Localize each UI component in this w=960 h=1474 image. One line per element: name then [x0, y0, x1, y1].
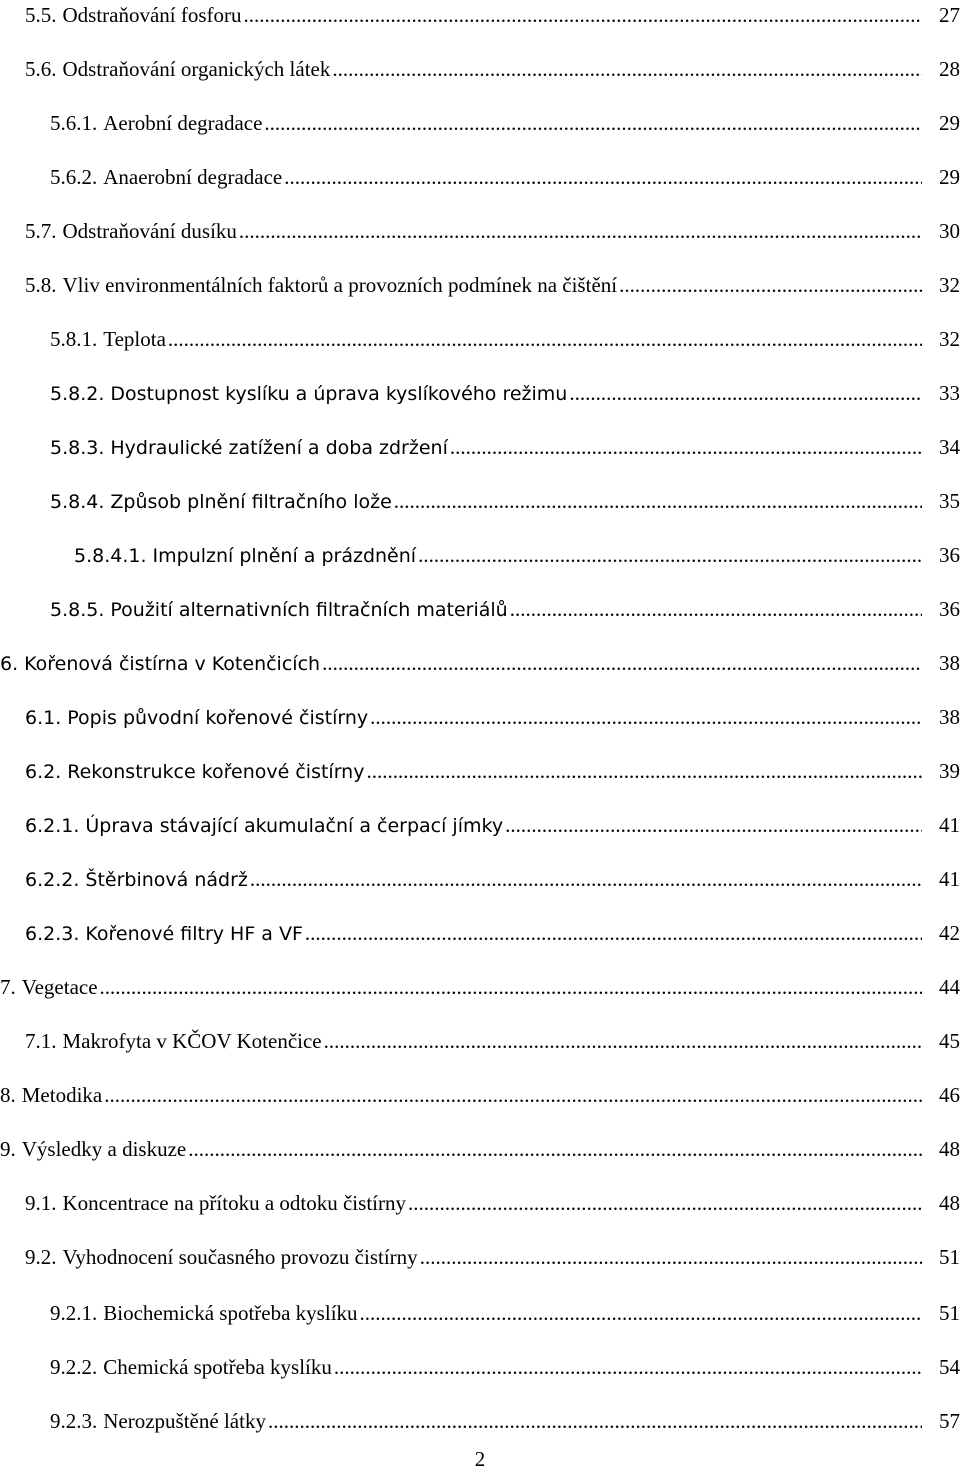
dot-leader — [334, 1352, 922, 1382]
toc-entry-page: 57 — [939, 1409, 960, 1433]
dot-leader — [322, 648, 922, 678]
dot-leader — [244, 0, 922, 30]
toc-entry[interactable] — [0, 756, 960, 786]
toc-entry-title: Způsob plnění filtračního lože — [110, 491, 392, 513]
toc-entry-title: Vegetace — [21, 975, 98, 999]
toc-entry-number: 6.2. — [25, 761, 62, 783]
toc-entry-page: 34 — [939, 435, 960, 459]
toc-entry-page: 38 — [939, 651, 960, 675]
toc-entry-page: 46 — [939, 1083, 960, 1107]
dot-leader — [505, 810, 922, 840]
toc-entry[interactable] — [0, 864, 960, 894]
toc-entry-page: 42 — [939, 921, 960, 945]
toc-entry[interactable] — [0, 1134, 960, 1164]
dot-leader — [264, 108, 922, 138]
toc-entry[interactable] — [0, 594, 960, 624]
toc-entry[interactable] — [0, 1026, 960, 1056]
dot-leader — [394, 486, 922, 516]
toc-entry-page: 27 — [939, 3, 960, 27]
toc-entry-number: 5.5. — [25, 3, 57, 27]
toc-entry-number: 5.6.2. — [50, 165, 98, 189]
toc-entry-page: 45 — [939, 1029, 960, 1053]
toc-entry-page: 51 — [939, 1245, 960, 1269]
toc-entry[interactable] — [0, 972, 960, 1002]
toc-entry-page: 39 — [939, 759, 960, 783]
toc-entry-page: 33 — [939, 381, 960, 405]
dot-leader — [370, 702, 922, 732]
toc-entry-title: Makrofyta v KČOV Kotenčice — [62, 1029, 322, 1053]
toc-entry-number: 5.7. — [25, 219, 57, 243]
dot-leader — [324, 1026, 922, 1056]
toc-entry[interactable] — [0, 1188, 960, 1218]
toc-entry[interactable] — [0, 432, 960, 462]
toc-entry-page: 36 — [939, 543, 960, 567]
toc-entry-number: 9. — [0, 1137, 16, 1161]
toc-entry-number: 5.8.5. — [50, 599, 105, 621]
toc-entry-title: Popis původní kořenové čistírny — [67, 707, 369, 729]
toc-entry-page: 44 — [939, 975, 960, 999]
dot-leader — [420, 1242, 922, 1272]
toc-entry-number: 9.2.2. — [50, 1355, 98, 1379]
toc-entry-title: Kořenové filtry HF a VF — [85, 923, 303, 945]
dot-leader — [510, 594, 922, 624]
toc-entry-page: 32 — [939, 327, 960, 351]
toc-entry-title: Kořenová čistírna v Kotenčicích — [24, 653, 321, 675]
toc-entry-number: 7. — [0, 975, 16, 999]
toc-entry-number: 5.8.2. — [50, 383, 105, 405]
toc-entry[interactable] — [0, 702, 960, 732]
toc-entry-page: 54 — [939, 1355, 960, 1379]
dot-leader — [366, 756, 922, 786]
dot-leader — [100, 972, 922, 1002]
toc-entry[interactable] — [0, 216, 960, 246]
dot-leader — [360, 1298, 922, 1328]
toc-entry-number: 6. — [0, 653, 19, 675]
dot-leader — [268, 1406, 922, 1436]
dot-leader — [418, 540, 922, 570]
toc-entry-page: 30 — [939, 219, 960, 243]
toc-entry[interactable] — [0, 486, 960, 516]
toc-entry-title: Rekonstrukce kořenové čistírny — [67, 761, 365, 783]
toc-entry-number: 5.8.3. — [50, 437, 105, 459]
toc-entry-title: Metodika — [21, 1083, 103, 1107]
toc-entry-number: 6.2.3. — [25, 923, 80, 945]
toc-entry[interactable] — [0, 918, 960, 948]
dot-leader — [569, 378, 922, 408]
toc-entry[interactable] — [0, 324, 960, 354]
dot-leader — [250, 864, 922, 894]
toc-entry-page: 32 — [939, 273, 960, 297]
dot-leader — [305, 918, 922, 948]
toc-entry[interactable] — [0, 1242, 960, 1272]
toc-entry-number: 5.8.1. — [50, 327, 98, 351]
toc-entry-title: Odstraňování fosforu — [62, 3, 242, 27]
toc-entry-page: 36 — [939, 597, 960, 621]
dot-leader — [332, 54, 922, 84]
toc-entry-title: Impulzní plnění a prázdnění — [152, 545, 417, 567]
toc-entry-number: 6.1. — [25, 707, 62, 729]
toc-entry-page: 51 — [939, 1301, 960, 1325]
toc-entry-page: 48 — [939, 1137, 960, 1161]
toc-entry-title: Anaerobní degradace — [103, 165, 283, 189]
toc-entry-title: Úprava stávající akumulační a čerpací jímky — [85, 815, 504, 837]
dot-leader — [168, 324, 922, 354]
toc-entry[interactable] — [0, 162, 960, 192]
toc-entry-page: 41 — [939, 867, 960, 891]
toc-entry[interactable] — [0, 0, 960, 30]
toc-entry-page: 35 — [939, 489, 960, 513]
toc-entry-number: 5.8.4. — [50, 491, 105, 513]
toc-entry-title: Odstraňování organických látek — [62, 57, 331, 81]
toc-entry-number: 9.2.3. — [50, 1409, 98, 1433]
toc-entry[interactable] — [0, 378, 960, 408]
toc-entry-title: Koncentrace na přítoku a odtoku čistírny — [62, 1191, 406, 1215]
toc-entry-title: Odstraňování dusíku — [62, 219, 237, 243]
toc-entry-title: Biochemická spotřeba kyslíku — [103, 1301, 358, 1325]
toc-entry-number: 5.8.4.1. — [74, 545, 147, 567]
toc-entry[interactable] — [0, 1352, 960, 1382]
toc-entry[interactable] — [0, 108, 960, 138]
toc-entry-number: 8. — [0, 1083, 16, 1107]
toc-entry-number: 6.2.1. — [25, 815, 80, 837]
toc-entry-number: 5.6.1. — [50, 111, 98, 135]
toc-entry-title: Aerobní degradace — [103, 111, 263, 135]
toc-entry-page: 28 — [939, 57, 960, 81]
dot-leader — [284, 162, 922, 192]
dot-leader — [450, 432, 922, 462]
toc-entry[interactable] — [0, 270, 960, 300]
toc-entry[interactable] — [0, 54, 960, 84]
toc-entry-title: Vliv environmentálních faktorů a provozních podmínek na čištění — [62, 273, 618, 297]
toc-entry[interactable] — [0, 540, 960, 570]
toc-entry-number: 9.2.1. — [50, 1301, 98, 1325]
toc-entry-title: Výsledky a diskuze — [21, 1137, 187, 1161]
toc-entry-number: 5.8. — [25, 273, 57, 297]
dot-leader — [408, 1188, 922, 1218]
toc-entry-number: 9.2. — [25, 1245, 57, 1269]
toc-entry-number: 6.2.2. — [25, 869, 80, 891]
toc-entry[interactable] — [0, 648, 960, 678]
toc-entry[interactable] — [0, 1080, 960, 1110]
toc-entry-title: Chemická spotřeba kyslíku — [103, 1355, 332, 1379]
toc-entry-title: Štěrbinová nádrž — [85, 869, 248, 891]
toc-entry-title: Nerozpuštěné látky — [103, 1409, 266, 1433]
toc-entry-number: 5.6. — [25, 57, 57, 81]
toc-entry-title: Vyhodnocení současného provozu čistírny — [62, 1245, 418, 1269]
toc-entry-page: 29 — [939, 165, 960, 189]
toc-entry-title: Hydraulické zatížení a doba zdržení — [110, 437, 448, 459]
toc-entry-page: 29 — [939, 111, 960, 135]
toc-entry[interactable] — [0, 1298, 960, 1328]
toc-entry[interactable] — [0, 1406, 960, 1436]
toc-entry[interactable] — [0, 810, 960, 840]
toc-entry-page: 41 — [939, 813, 960, 837]
toc-entry-number: 7.1. — [25, 1029, 57, 1053]
toc-entry-title: Teplota — [103, 327, 166, 351]
toc-entry-title: Dostupnost kyslíku a úprava kyslíkového režimu — [110, 383, 568, 405]
toc-entry-page: 38 — [939, 705, 960, 729]
toc-entry-title: Použití alternativních filtračních materiálů — [110, 599, 508, 621]
page-number: 2 — [474, 1447, 486, 1471]
toc-entry-page: 48 — [939, 1191, 960, 1215]
dot-leader — [619, 270, 922, 300]
dot-leader — [188, 1134, 922, 1164]
dot-leader — [104, 1080, 922, 1110]
dot-leader — [239, 216, 922, 246]
toc-entry-number: 9.1. — [25, 1191, 57, 1215]
